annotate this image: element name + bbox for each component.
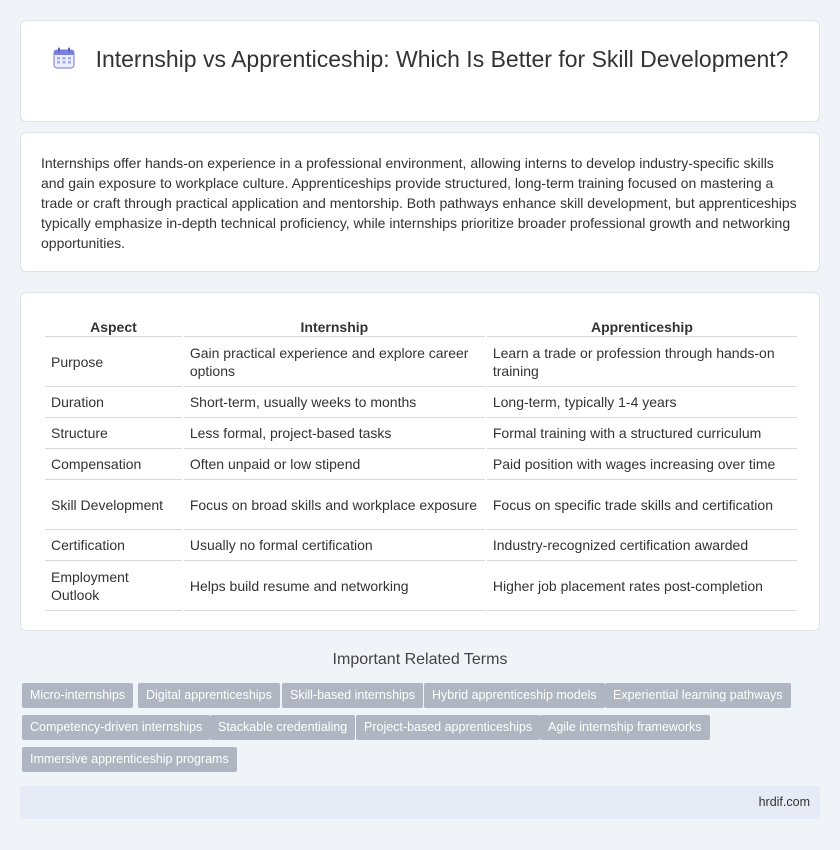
tag-immersive-apprenticeship-programs[interactable]: Immersive apprenticeship programs [22,747,237,772]
comparison-card [20,292,820,631]
tag-competency-driven-internships[interactable]: Competency-driven internships [22,715,210,740]
cell-apprenticeship: Paid position with wages increasing over time [487,449,797,480]
tag-digital-apprenticeships[interactable]: Digital apprenticeships [138,683,280,708]
footer-bar [20,786,820,819]
table-row [45,418,797,449]
tag-micro-internships[interactable]: Micro-internships [22,683,133,708]
page-title-text: Internship vs Apprenticeship: Which Is Better for Skill Development? [95,46,789,72]
comparison-table [43,315,799,611]
cell-aspect: Skill Development [45,480,182,530]
header-aspect: Aspect [45,315,182,337]
tag-skill-based-internships[interactable]: Skill-based internships [282,683,423,708]
table-row [45,387,797,418]
title-card [20,20,820,122]
tag-agile-internship-frameworks[interactable]: Agile internship frameworks [540,715,710,740]
cell-apprenticeship: Long-term, typically 1-4 years [487,387,797,418]
intro-card [20,132,820,272]
cell-apprenticeship: Higher job placement rates post-completion [487,561,797,611]
cell-internship: Helps build resume and networking [184,561,485,611]
table-row [45,530,797,561]
header-apprenticeship: Apprenticeship [487,315,797,337]
cell-aspect: Structure [45,418,182,449]
table-row [45,561,797,611]
intro-paragraph: Internships offer hands-on experience in a professional environment, allowing interns to develop industry-specific skills and gain exposure to workplace culture. Apprenticeships provide structured, long-term training focused on mastering a trade or craft through practical application and mentorship. Both pathways enhance skill development, but apprenticeships typically emphasize in-depth technical proficiency, while internships prioritize broader professional growth and networking opportunities. [41,155,797,251]
cell-internship: Short-term, usually weeks to months [184,387,485,418]
cell-internship: Less formal, project-based tasks [184,418,485,449]
tag-stackable-credentialing[interactable]: Stackable credentialing [210,715,355,740]
cell-aspect: Employment Outlook [45,561,182,611]
cell-aspect: Purpose [45,337,182,387]
table-row [45,449,797,480]
cell-aspect: Duration [45,387,182,418]
cell-internship: Usually no formal certification [184,530,485,561]
table-row [45,337,797,387]
cell-aspect: Compensation [45,449,182,480]
footer-site-link[interactable]: hrdif.com [758,795,810,809]
calendar-icon [52,46,76,70]
cell-apprenticeship: Formal training with a structured curriculum [487,418,797,449]
cell-apprenticeship: Industry-recognized certification awarded [487,530,797,561]
tag-project-based-apprenticeships[interactable]: Project-based apprenticeships [356,715,540,740]
tag-experiential-learning-pathways[interactable]: Experiential learning pathways [605,683,791,708]
tag-hybrid-apprenticeship-models[interactable]: Hybrid apprenticeship models [424,683,605,708]
cell-apprenticeship: Learn a trade or profession through hands-on training [487,337,797,387]
cell-aspect: Certification [45,530,182,561]
cell-internship: Focus on broad skills and workplace exposure [184,480,485,530]
cell-internship: Often unpaid or low stipend [184,449,485,480]
cell-internship: Gain practical experience and explore career options [184,337,485,387]
header-internship: Internship [184,315,485,337]
table-row [45,480,797,530]
cell-apprenticeship: Focus on specific trade skills and certification [487,480,797,530]
page-title [21,45,819,74]
table-header-row [45,315,797,337]
related-terms-heading: Important Related Terms [332,651,508,668]
